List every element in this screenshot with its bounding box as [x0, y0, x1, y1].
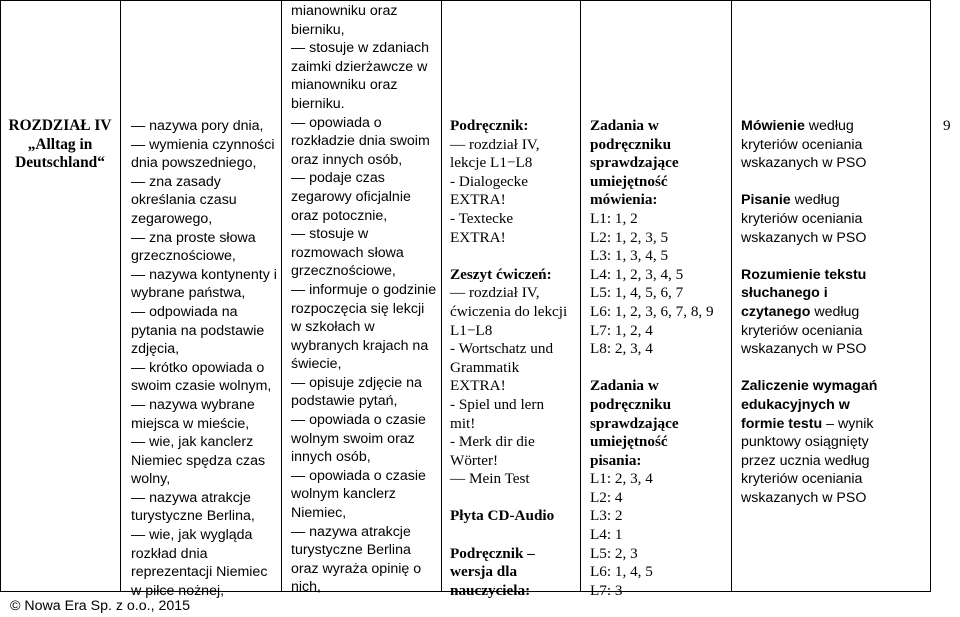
text-line: sprawdzające: [590, 414, 679, 432]
copyright-footer: © Nowa Era Sp. z o.o., 2015: [10, 598, 191, 614]
text-line: L6: 1, 4, 5: [590, 563, 653, 581]
text-line: L4: 1: [590, 526, 623, 544]
text-line: [741, 396, 877, 415]
text-line: zegarowego,: [131, 210, 213, 227]
criterion-text: – wynik: [822, 415, 874, 432]
text-line: [741, 284, 877, 303]
text-line: bierniku.: [291, 95, 345, 112]
text-line: rozkładzie dnia swoim: [291, 133, 430, 150]
text-line: — stosuje w zdaniach: [291, 40, 430, 57]
text-line: Płyta CD-Audio: [450, 507, 555, 525]
materials-column: [450, 117, 567, 600]
chapter-title: [2, 117, 118, 173]
text-line: — informuje o godzinie: [291, 281, 437, 298]
text-line: L3: 2: [590, 507, 623, 525]
text-line: podstawie pytań,: [291, 393, 398, 410]
text-line: — opisuje zdjęcie na: [291, 374, 422, 391]
text-line: — zna proste słowa: [131, 229, 256, 246]
spacer: [450, 489, 567, 508]
text-line: — nazywa pory dnia,: [131, 118, 264, 134]
text-line: L5: 1, 4, 5, 6, 7: [590, 284, 684, 302]
text-line: zaimki dzierżawcze w: [291, 58, 428, 75]
text-line: - Textecke: [450, 209, 514, 227]
text-line: L5: 2, 3: [590, 544, 638, 562]
text-line: — rozdział IV,: [450, 284, 540, 302]
text-line: [741, 452, 877, 471]
text-line: [741, 154, 877, 173]
text-line: L8: 2, 3, 4: [590, 340, 653, 358]
text-line: Zeszyt ćwiczeń:: [450, 265, 552, 283]
text-line: rozkład dnia: [131, 545, 208, 562]
table-border-5: [731, 0, 732, 591]
criterion-text: kryteriów oceniania: [741, 136, 863, 153]
text-line: EXTRA!: [450, 377, 506, 395]
criterion-heading: słuchanego i: [741, 285, 828, 302]
text-line: nich,: [291, 579, 321, 596]
text-line: Zadania w: [590, 117, 659, 134]
text-line: grzecznościowe,: [291, 263, 396, 280]
spacer: [590, 359, 714, 378]
text-line: — podaje czas: [291, 170, 385, 187]
criterion-heading: Pisanie: [741, 192, 791, 209]
criterion-text: według: [804, 118, 854, 134]
assessment-column: [741, 117, 877, 507]
text-line: — nazywa kontynenty i: [131, 266, 277, 283]
criterion-text: punktowy osiągnięty: [741, 434, 869, 451]
text-line: ćwiczenia do lekcji: [450, 302, 568, 320]
page-number: 9: [943, 117, 951, 134]
text-line: — nazywa wybrane: [131, 396, 255, 413]
text-line: w piłce nożnej,: [131, 582, 225, 599]
text-line: sprawdzające: [590, 154, 679, 172]
text-line: oraz potocznie,: [291, 207, 388, 224]
text-line: turystyczne Berlina: [291, 542, 411, 559]
text-line: EXTRA!: [450, 191, 506, 209]
text-line: [741, 191, 877, 210]
text-line: pytania na podstawie: [131, 322, 265, 339]
text-line: Wörter!: [450, 451, 499, 469]
criterion-text: wskazanych w PSO: [741, 229, 867, 246]
criterion-heading: Rozumienie tekstu: [741, 266, 867, 283]
text-line: innych osób,: [291, 449, 371, 466]
text-line: L7: 3: [590, 581, 623, 599]
text-line: rozmowach słowa: [291, 244, 404, 261]
text-line: — Mein Test: [450, 470, 530, 488]
text-line: Podręcznik:: [450, 117, 529, 134]
text-line: [741, 489, 877, 508]
spacer: [741, 247, 877, 266]
criterion-text: kryteriów oceniania: [741, 210, 863, 227]
criterion-heading: czytanego: [741, 303, 811, 320]
chapter-title-line: Deutschland“: [15, 154, 105, 172]
text-line: Grammatik: [450, 358, 520, 376]
text-line: [741, 322, 877, 341]
criterion-text: wskazanych w PSO: [741, 489, 867, 506]
text-line: oraz innych osób,: [291, 151, 403, 168]
text-line: umiejętność: [590, 172, 668, 190]
text-line: L6: 1, 2, 3, 6, 7, 8, 9: [590, 302, 714, 320]
table-border-1: [120, 0, 121, 591]
criterion-heading: formie testu: [741, 415, 823, 432]
text-line: Zadania w: [590, 377, 659, 395]
text-line: — odpowiada na: [131, 303, 238, 320]
chapter-title-line: „Alltag in: [27, 135, 93, 153]
text-line: EXTRA!: [450, 228, 506, 246]
text-line: — opowiada o czasie: [291, 412, 426, 429]
criterion-text: według: [810, 303, 860, 320]
text-line: wolnym swoim oraz: [291, 430, 415, 447]
skills-column: [131, 117, 277, 600]
text-line: w szkołach w: [291, 319, 375, 336]
text-line: zdjęcia,: [131, 341, 180, 358]
text-line: oraz wyraża opinię o: [291, 560, 422, 577]
text-line: L2: 4: [590, 488, 623, 506]
criterion-heading: edukacyjnych w: [741, 396, 850, 413]
text-line: wolnym kanclerz: [291, 486, 396, 503]
table-border-left: [0, 0, 1, 591]
text-line: - Merk dir die: [450, 433, 535, 451]
text-line: L3: 1, 3, 4, 5: [590, 247, 669, 265]
text-line: [741, 433, 877, 452]
text-line: L1: 1, 2: [590, 209, 638, 227]
text-line: wybrane państwa,: [131, 285, 246, 302]
text-line: mianowniku oraz: [291, 3, 398, 19]
table-border-2: [281, 0, 282, 591]
table-top-border: [0, 0, 931, 1]
table-border-4: [580, 0, 581, 591]
text-line: — wymienia czynności: [131, 136, 275, 153]
text-line: — opowiada o czasie: [291, 467, 426, 484]
text-line: [741, 377, 877, 396]
text-line: [741, 415, 877, 434]
spacer: [741, 173, 877, 192]
text-line: — krótko opowiada o: [131, 359, 265, 376]
text-line: - Wortschatz und: [450, 340, 554, 358]
text-line: swoim czasie wolnym,: [131, 378, 272, 395]
criterion-text: wskazanych w PSO: [741, 341, 867, 358]
criterion-text: kryteriów oceniania: [741, 471, 863, 488]
text-line: mit!: [450, 414, 476, 432]
text-line: — rozdział IV,: [450, 135, 540, 153]
text-line: podręczniku: [590, 135, 672, 153]
text-line: — nazywa atrakcje: [291, 523, 411, 540]
text-line: Niemiec,: [291, 505, 347, 522]
text-line: — wie, jak kanclerz: [131, 434, 254, 451]
spacer: [741, 359, 877, 378]
text-line: grzecznościowe,: [131, 248, 236, 265]
text-line: rozpoczęcia się lekcji: [291, 300, 425, 317]
criterion-text: według: [790, 192, 840, 209]
text-line: — zna zasady: [131, 173, 221, 190]
text-line: bierniku,: [291, 21, 345, 38]
text-line: [741, 117, 877, 136]
text-line: [741, 136, 877, 155]
text-line: mianowniku oraz: [291, 77, 398, 94]
text-line: dnia powszedniego,: [131, 155, 257, 172]
text-line: reprezentacji Niemiec: [131, 564, 268, 581]
text-line: Niemiec spędza czas: [131, 452, 266, 469]
text-line: - Spiel und lern: [450, 395, 545, 413]
text-line: L4: 1, 2, 3, 4, 5: [590, 265, 684, 283]
criterion-text: wskazanych w PSO: [741, 155, 867, 172]
text-line: Podręcznik –: [450, 544, 535, 562]
text-line: [741, 210, 877, 229]
text-line: nauczyciela:: [450, 581, 531, 599]
text-line: — wie, jak wygląda: [131, 527, 253, 544]
table-border-3: [441, 0, 442, 591]
speaking-skills-column: [291, 2, 436, 597]
text-line: zegarowy oficjalnie: [291, 188, 411, 205]
criterion-heading: Zaliczenie wymagań: [741, 378, 878, 395]
text-line: — stosuje w: [291, 226, 369, 243]
text-line: L7: 1, 2, 4: [590, 321, 653, 339]
text-line: - Dialogecke: [450, 172, 529, 190]
text-line: umiejętność: [590, 433, 668, 451]
text-line: wolny,: [131, 471, 171, 488]
tasks-column: [590, 117, 714, 600]
text-line: pisania:: [590, 451, 642, 469]
text-line: mówienia:: [590, 191, 658, 209]
text-line: podręczniku: [590, 395, 672, 413]
criterion-text: kryteriów oceniania: [741, 322, 863, 339]
text-line: miejsca w mieście,: [131, 415, 250, 432]
criterion-text: przez ucznia według: [741, 452, 870, 469]
text-line: [741, 340, 877, 359]
text-line: świecie,: [291, 356, 342, 373]
text-line: — opowiada o: [291, 114, 382, 131]
spacer: [450, 526, 567, 545]
text-line: lekcje L1−L8: [450, 154, 533, 172]
text-line: L2: 1, 2, 3, 5: [590, 228, 669, 246]
text-line: [741, 266, 877, 285]
spacer: [450, 247, 567, 266]
text-line: [741, 229, 877, 248]
text-line: [741, 303, 877, 322]
text-line: wersja dla: [450, 563, 518, 581]
chapter-title-line: ROZDZIAŁ IV: [8, 117, 112, 134]
text-line: [741, 470, 877, 489]
text-line: turystyczne Berlina,: [131, 508, 255, 525]
text-line: — nazywa atrakcje: [131, 489, 251, 506]
table-border-6: [930, 0, 931, 591]
text-line: L1: 2, 3, 4: [590, 470, 653, 488]
text-line: określania czasu: [131, 192, 237, 209]
criterion-heading: Mówienie: [741, 118, 805, 134]
text-line: L1−L8: [450, 321, 493, 339]
text-line: wybranych krajach na: [291, 337, 429, 354]
